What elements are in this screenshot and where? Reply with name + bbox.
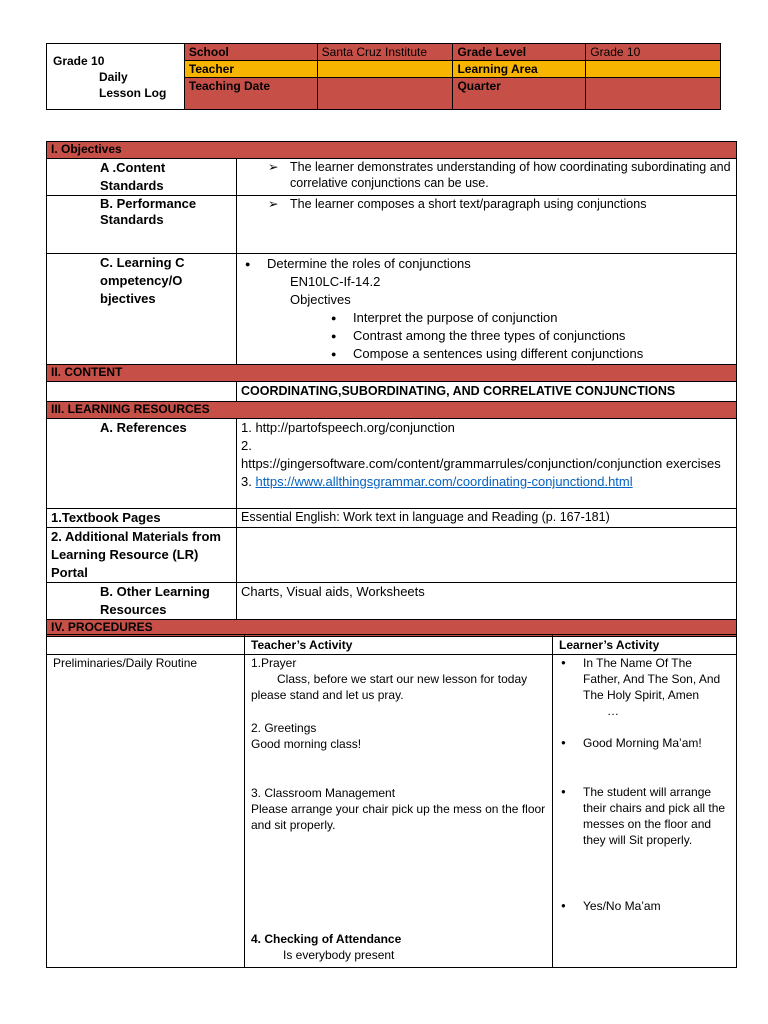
learner-management: ● The student will arrange their chairs and pick all the messes on the floor and they will Sit properly.	[553, 784, 730, 848]
learning-area-value	[586, 61, 721, 78]
learner-activity-cell	[553, 655, 737, 968]
competency-main: ● Determine the roles of conjunctions	[267, 255, 732, 273]
management-title: 3. Classroom Management	[251, 786, 396, 800]
reference-1: 1. http://partofspeech.org/conjunction	[241, 420, 455, 435]
objective-item: ● Compose a sentences using different conjunctions	[353, 345, 732, 363]
teacher-label: Teacher	[184, 61, 317, 78]
prayer-text: Class, before we start our new lesson for today please stand and let us pray.	[251, 672, 528, 702]
additional-materials-value	[237, 528, 737, 583]
teacher-value	[317, 61, 453, 78]
competency-label: C. Learning Competency/Objectives	[47, 254, 237, 365]
procedures-table	[46, 634, 737, 968]
additional-materials-label: 2. Additional Materials from Learning Resource (LR) Portal	[47, 528, 237, 583]
performance-standards-text: ➢ The learner composes a short text/paragraph using conjunctions	[290, 196, 732, 212]
reference-2: https://gingersoftware.com/content/grammarrules/conjunction/conjunction exercises	[241, 456, 721, 471]
grade-level-value: Grade 10	[586, 44, 721, 61]
grade-line: Grade 10	[53, 53, 105, 68]
content-heading: II. CONTENT	[47, 365, 737, 382]
quarter-label: Quarter	[453, 78, 586, 110]
references-label: A. References	[47, 419, 237, 509]
learner-attendance: ● Yes/No Ma’am	[553, 898, 730, 914]
competency-cell	[237, 254, 737, 365]
attendance-text: Is everybody present	[283, 948, 395, 962]
teaching-date-label: Teaching Date	[184, 78, 317, 110]
learner-activity-header: Learner’s Activity	[553, 635, 737, 655]
learner-ellipsis: …	[607, 704, 619, 718]
performance-standards-label: B. Performance Standards	[47, 196, 237, 254]
procedures-heading: IV. PROCEDURES	[47, 620, 737, 637]
grade-level-label: Grade Level	[453, 44, 586, 61]
references-cell	[237, 419, 737, 509]
reference-3	[241, 473, 732, 491]
objective-item: ● Interpret the purpose of conjunction	[353, 309, 732, 327]
textbook-value: Essential English: Work text in language and Reading (p. 167-181)	[237, 509, 737, 528]
competency-code: EN10LC-If-14.2	[290, 274, 381, 289]
teacher-activity-header: Teacher’s Activity	[245, 635, 553, 655]
resources-heading: III. LEARNING RESOURCES	[47, 402, 737, 419]
reference-3-number: 3.	[241, 474, 256, 489]
reference-3-link[interactable]: https://www.allthingsgrammar.com/coordinating-conjunctiond.html	[255, 474, 633, 489]
performance-standards-cell	[237, 196, 737, 254]
attendance-title: 4. Checking of Attendance	[251, 932, 402, 946]
learner-greeting: ● Good Morning Ma’am!	[553, 735, 730, 751]
teacher-activity-cell	[245, 655, 553, 968]
objective-item: ● Contrast among the three types of conjunctions	[353, 327, 732, 345]
content-standards-cell	[237, 159, 737, 196]
other-resources-value: Charts, Visual aids, Worksheets	[237, 583, 737, 620]
objectives-heading: I. Objectives	[47, 142, 737, 159]
school-value: Santa Cruz Institute	[317, 44, 453, 61]
header-table	[46, 43, 721, 110]
procedures-empty-header	[47, 635, 245, 655]
school-label: School	[184, 44, 317, 61]
learner-prayer: ● In The Name Of The Father, And The Son, And The Holy Spirit, Amen	[553, 655, 730, 703]
content-empty-cell	[47, 382, 237, 402]
reference-2-number: 2.	[241, 438, 252, 453]
learning-area-label: Learning Area	[453, 61, 586, 78]
content-standards-label: A .Content Standards	[47, 159, 237, 196]
preliminaries-label: Preliminaries/Daily Routine	[47, 655, 245, 968]
management-text: Please arrange your chair pick up the mess on the floor and sit properly.	[251, 802, 546, 832]
greetings-title: 2. Greetings	[251, 721, 317, 735]
greetings-text: Good morning class!	[251, 737, 362, 751]
daily-line: Daily	[99, 69, 128, 84]
content-topic: COORDINATING,SUBORDINATING, AND CORRELATIVE CONJUNCTIONS	[237, 382, 737, 402]
other-resources-label: B. Other Learning Resources	[47, 583, 237, 620]
content-standards-text: ➢ The learner demonstrates understanding of how coordinating subordinating and correlative conjunctions can be use.	[290, 159, 732, 191]
prayer-title: 1.Prayer	[251, 656, 297, 670]
quarter-value	[586, 78, 721, 110]
textbook-label: 1.Textbook Pages	[47, 509, 237, 528]
lesson-table	[46, 141, 737, 637]
objectives-title: Objectives	[290, 292, 351, 307]
grade-title-cell	[47, 44, 185, 110]
lesson-log-line: Lesson Log	[99, 85, 167, 100]
teaching-date-value	[317, 78, 453, 110]
